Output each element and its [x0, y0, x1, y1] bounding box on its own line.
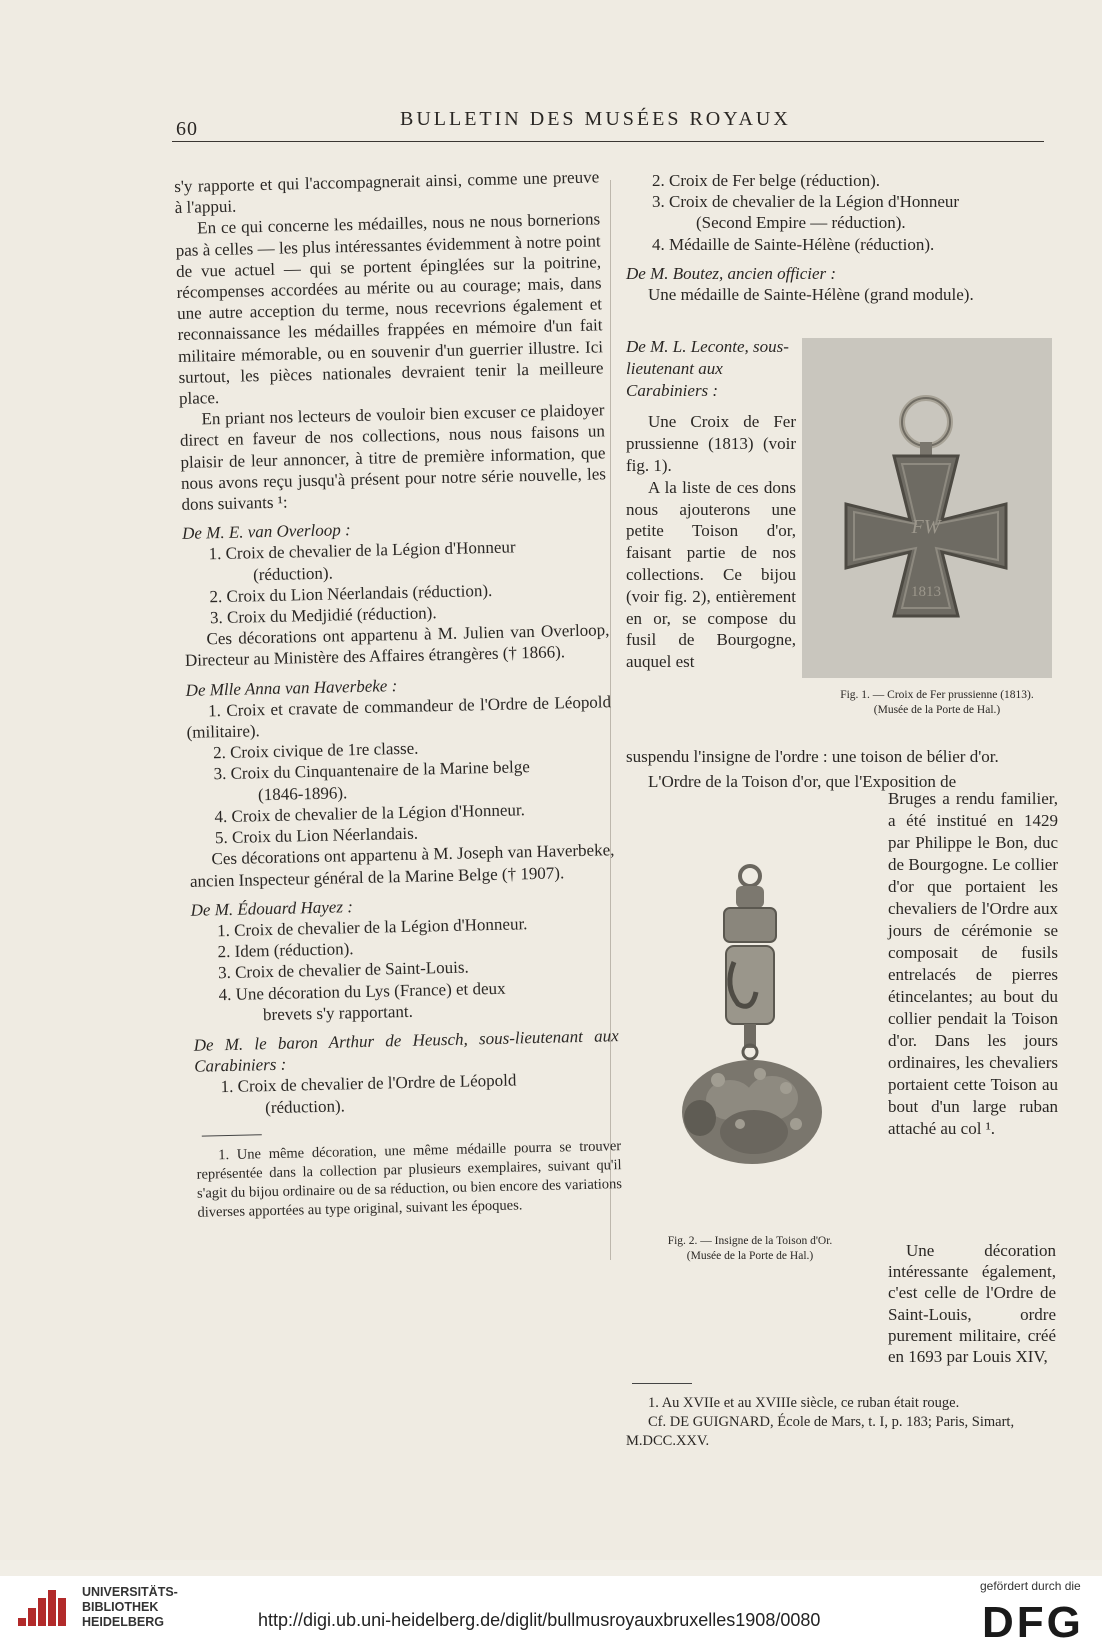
paragraph: En priant nos lecteurs de vouloir bien excuser ce plaidoyer direct en faveur de nos collections, nous nous faisons un plaisir de leur annoncer, à titre de première information, que nous avons reçu jusqu'à présent pour notre série nouvelle, les dons suivants ¹: [179, 400, 607, 514]
footnote: Cf. DE GUIGNARD, École de Mars, t. I, p. 183; Paris, Simart, M.DCC.XXV. [626, 1414, 1015, 1450]
list-item: 3. Croix de chevalier de Saint-Louis. [217, 957, 469, 983]
list-item: 1. Croix et cravate de commandeur de l'Ordre de Léopold (militaire). [186, 692, 612, 742]
paragraph: A la liste de ces dons nous ajouterons une petite Toison d'or, faisant partie de nos collections. Ce bijou (voir fig. 2), entièrement en or, se compose du fusil de Bourgogne, auquel est [626, 477, 796, 672]
page-number: 60 [176, 118, 198, 140]
header-rule [172, 141, 1044, 142]
donor-heading: De M. E. van Overloop : [181, 520, 351, 544]
donor-heading: De M. L. Leconte, sous-lieutenant aux Carabiniers : [626, 337, 789, 400]
footnote-rule [632, 1383, 692, 1384]
paragraph: suspendu l'insigne de l'ordre : une toison de bélier d'or. [626, 747, 999, 766]
list-item: 3. Croix du Cinquantenaire de la Marine belge [213, 757, 531, 784]
list-item: (réduction). [264, 1095, 346, 1117]
list-item: (Second Empire — réduction). [696, 213, 906, 233]
wrap-text-fig2 [888, 788, 1058, 1140]
footnote: 1. Au XVIIe et au XVIIIe siècle, ce ruban était rouge. [648, 1395, 960, 1412]
digitization-footer [0, 1576, 1102, 1652]
paragraph: Ces décorations ont appartenu à M. Joseph van Haverbeke, ancien Inspecteur général de la Marine Belge († 1907). [189, 840, 615, 891]
list-item: 1. Croix de chevalier de la Légion d'Honneur [208, 537, 516, 564]
list-item: 5. Croix du Lion Néerlandais. [214, 823, 419, 848]
donor-heading: De M. Boutez, ancien officier : [626, 263, 837, 283]
paragraph: Bruges a rendu familier, a été institué en 1429 par Philippe le Bon, duc de Bourgogne. Le collier d'or que portaient les chevaliers de l'Ordre aux jours de cérémonie se composait de fusils entrelacés de pierres étincelantes; au bout du collier pendait la Toison d'or. Dans les jours ordinaires, les chevaliers portaient cette Toison au bout d'un large ruban attaché au col ¹. [888, 789, 1058, 1138]
cross-year: 1813 [911, 584, 941, 600]
list-item: 1. Croix de chevalier de la Légion d'Honneur. [216, 914, 528, 941]
list-item: (1846-1896). [257, 782, 348, 804]
golden-fleece-image [660, 862, 840, 1177]
library-name: UNIVERSITÄTS- BIBLIOTHEK HEIDELBERG [82, 1585, 178, 1629]
left-column [174, 166, 623, 1222]
paragraph: L'Ordre de la Toison d'or, que l'Exposition de [648, 772, 957, 792]
caption-title: Fig. 2. — Insigne de la Toison d'Or. [667, 1235, 833, 1247]
donor-heading: De Mlle Anna van Haverbeke : [185, 675, 398, 700]
figure-iron-cross [802, 338, 1052, 678]
list-item: 2. Idem (réduction). [217, 939, 354, 962]
paragraph: Ces décorations ont appartenu à M. Julien van Overloop, Directeur au Ministère des Affaires étrangères († 1866). [184, 620, 610, 671]
list-item: 4. Médaille de Sainte-Hélène (réduction). [652, 234, 935, 254]
list-item: Une médaille de Sainte-Hélène (grand module). [648, 285, 974, 305]
right-column-bottom [626, 1240, 1056, 1451]
iron-cross-image [802, 338, 1052, 678]
caption-title: Fig. 1. — Croix de Fer prussienne (1813). [840, 689, 1034, 701]
wrap-text-fig1 [626, 336, 796, 673]
list-item: (réduction). [252, 563, 334, 584]
university-library-logo-icon [16, 1584, 72, 1636]
footnote: 1. Une même décoration, une même médaille pourra se trouver représentée dans la collection par plusieurs exemplaires, suivant qu'il s'agit du bijou ordinaire ou de sa réduction, ou bien encore des variations diverses apportées au type original, suivant les époques. [196, 1137, 623, 1221]
running-title: BULLETIN DES MUSÉES ROYAUX [400, 108, 791, 130]
paragraph: Une décoration intéressante également, c'est celle de l'Ordre de Saint-Louis, ordre purement militaire, créé en 1693 par Louis XIV, [888, 1241, 1056, 1367]
dfg-logo: DFG [982, 1598, 1084, 1647]
donor-heading: De M. le baron Arthur de Heusch, sous-lieutenant aux Carabiniers : [193, 1026, 619, 1076]
list-item: 2. Croix de Fer belge (réduction). [652, 171, 881, 190]
figure-1-caption [802, 688, 1072, 718]
list-item: 4. Croix de chevalier de la Légion d'Honneur. [214, 800, 526, 827]
right-column-top [626, 170, 1056, 305]
footnote-rule [202, 1134, 262, 1136]
right-column-middle [626, 746, 1056, 792]
list-item: 1. Croix de chevalier de l'Ordre de Léopold [220, 1070, 517, 1097]
paragraph: Une Croix de Fer prussienne (1813) (voir fig. 1). [626, 412, 796, 475]
cross-monogram: FW [911, 516, 941, 538]
caption-source: (Musée de la Porte de Hal.) [873, 704, 1001, 716]
list-item: 3. Croix de chevalier de la Légion d'Honneur [652, 192, 960, 212]
source-url-link[interactable]: http://digi.ub.uni-heidelberg.de/diglit/bullmusroyauxbruxelles1908/0080 [258, 1610, 821, 1630]
figure-golden-fleece [660, 862, 840, 1177]
caption-source: (Musée de la Porte de Hal.) [686, 1250, 814, 1262]
list-item: 2. Croix du Lion Néerlandais (réduction). [209, 580, 493, 607]
list-item: 4. Une décoration du Lys (France) et deux [218, 978, 506, 1004]
funding-note: gefördert durch die [980, 1579, 1081, 1593]
list-item: brevets s'y rapportant. [262, 1001, 414, 1024]
list-item: 3. Croix du Medjidié (réduction). [209, 603, 437, 628]
list-item: 2. Croix civique de 1re classe. [212, 738, 419, 763]
donor-heading: De M. Édouard Hayez : [190, 896, 354, 920]
paragraph: En ce qui concerne les médailles, nous ne nous bornerions pas à celles — les plus intéressantes évidemment à notre point de vue actuel — qui se portent épinglées sur la poitrine, récompenses accordées au mérite ou au courage; mais, dans une autre acception du terme, nous recevrions également et reconnaissance les médailles frappées en mémoire d'un fait militaire mémorable, ou en souvenir d'un guerrier illustre. Ici surtout, les pièces nationales devraient tenir la meilleure place. [175, 209, 604, 408]
paragraph: s'y rapporte et qui l'accompagnerait ainsi, comme une preuve à l'appui. [174, 167, 600, 218]
